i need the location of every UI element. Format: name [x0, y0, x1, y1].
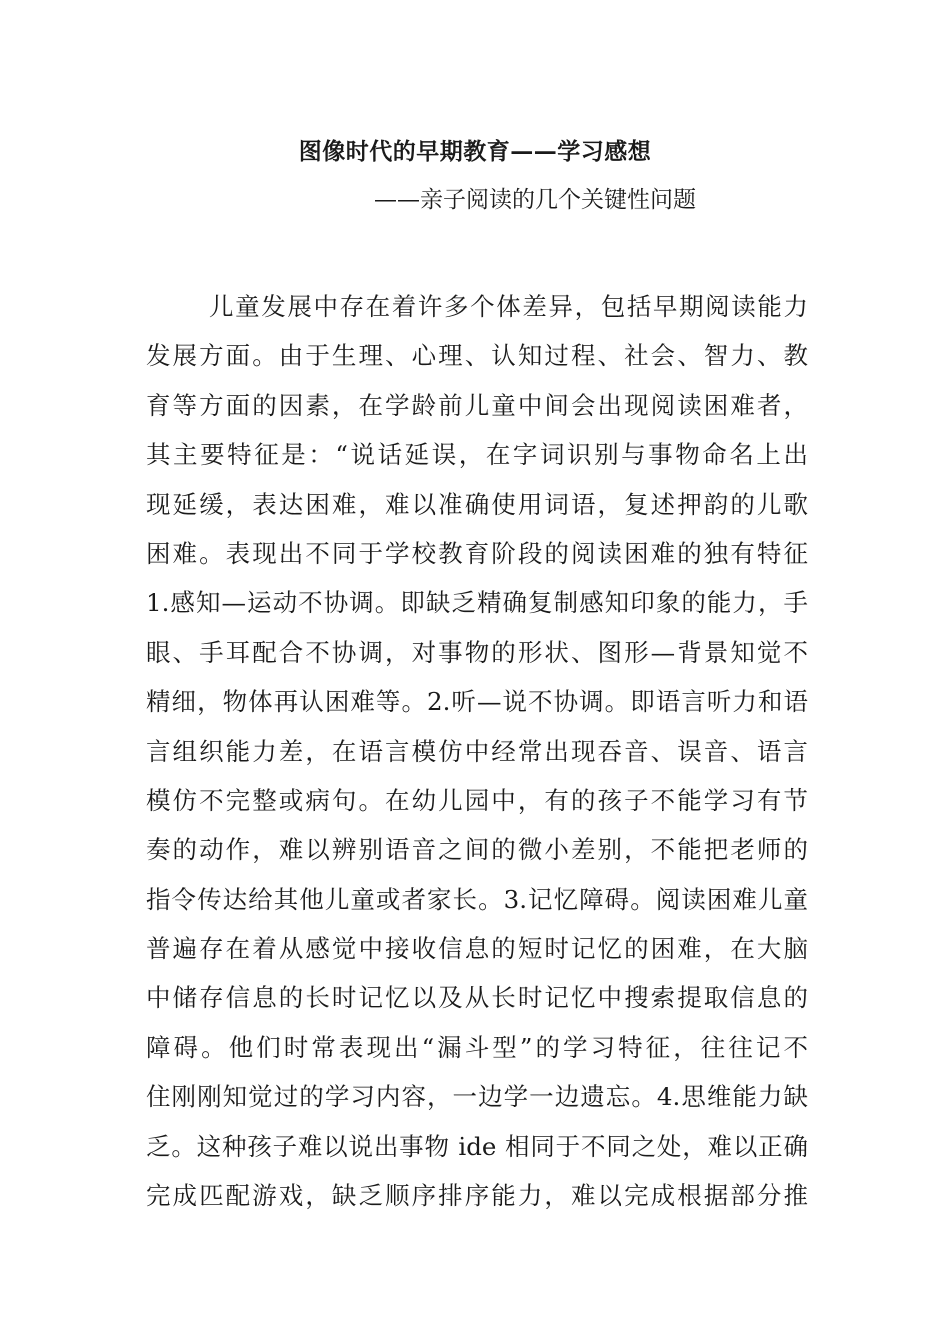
- paragraph-line: 中储存信息的长时记忆以及从长时记忆中搜索提取信息的: [146, 983, 808, 1013]
- paragraph-line: 其主要特征是：“说话延误，在字词识别与事物命名上出: [146, 440, 808, 470]
- paragraph-line: 眼、手耳配合不协调，对事物的形状、图形—背景知觉不: [146, 637, 808, 667]
- paragraph-line: 普遍存在着从感觉中接收信息的短时记忆的困难，在大脑: [146, 934, 808, 964]
- document-subtitle: ——亲子阅读的几个关键性问题: [374, 187, 696, 213]
- paragraph-line: 精细，物体再认困难等。2.听—说不协调。即语言听力和语: [146, 687, 808, 717]
- paragraph-line: 1.感知—运动不协调。即缺乏精确复制感知印象的能力，手: [146, 588, 808, 618]
- paragraph-line: 障碍。他们时常表现出“漏斗型”的学习特征，往往记不: [146, 1032, 808, 1062]
- paragraph-line: 育等方面的因素，在学龄前儿童中间会出现阅读困难者，: [146, 390, 808, 420]
- paragraph-line: 现延缓，表达困难，难以准确使用词语，复述押韵的儿歌: [146, 489, 808, 519]
- paragraph-line: 乏。这种孩子难以说出事物 ide 相同于不同之处，难以正确: [146, 1131, 808, 1161]
- paragraph-line: 奏的动作，难以辨别语音之间的微小差别，不能把老师的: [146, 835, 808, 865]
- paragraph-line: 言组织能力差，在语言模仿中经常出现吞音、误音、语言: [146, 736, 808, 766]
- paragraph-line: 困难。表现出不同于学校教育阶段的阅读困难的独有特征: [146, 538, 808, 568]
- paragraph-line: 儿童发展中存在着许多个体差异，包括早期阅读能力: [209, 292, 808, 321]
- paragraph-line: 住刚刚知觉过的学习内容，一边学一边遗忘。4.思维能力缺: [146, 1082, 808, 1112]
- paragraph-line: 指令传达给其他儿童或者家长。3.记忆障碍。阅读困难儿童: [146, 884, 808, 914]
- paragraph-line: 发展方面。由于生理、心理、认知过程、社会、智力、教: [146, 341, 808, 371]
- paragraph-line: 模仿不完整或病句。在幼儿园中，有的孩子不能学习有节: [146, 785, 808, 815]
- body-paragraph: [146, 282, 808, 1220]
- document-title: 图像时代的早期教育——学习感想: [298, 138, 652, 165]
- paragraph-line: 完成匹配游戏，缺乏顺序排序能力，难以完成根据部分推: [146, 1181, 808, 1211]
